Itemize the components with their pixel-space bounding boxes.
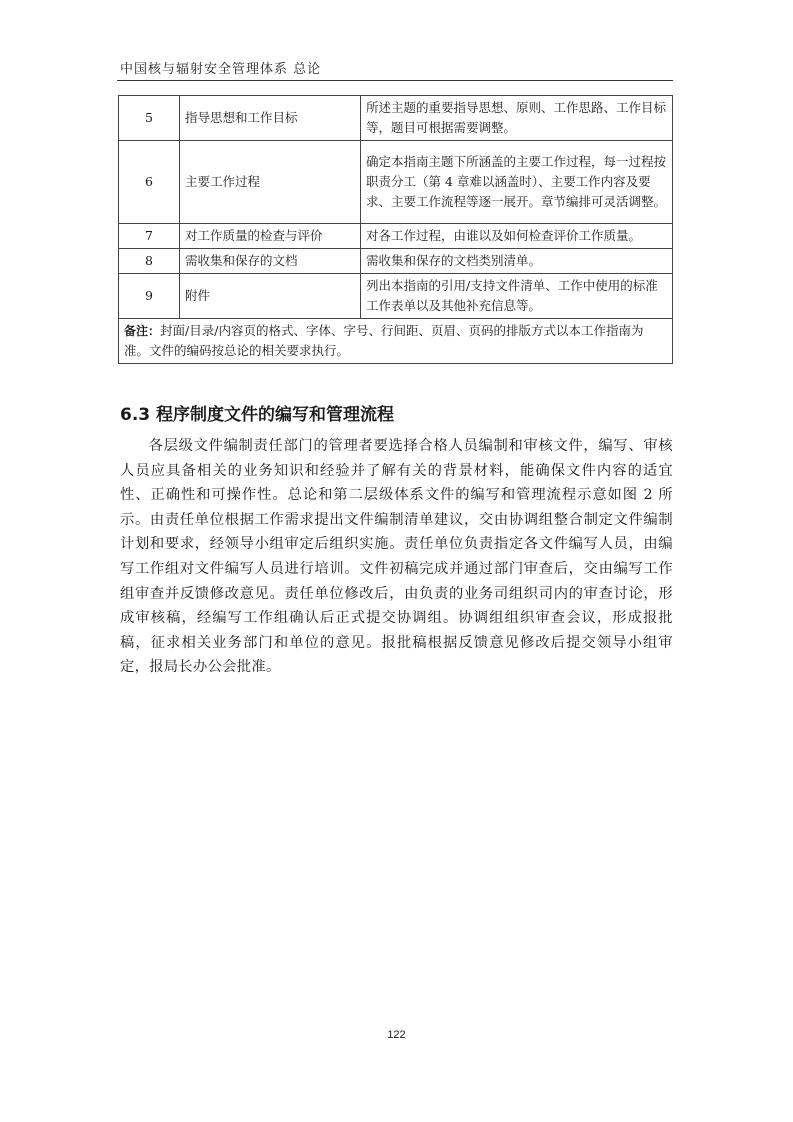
row-description: 需收集和保存的文档类别清单。 [361,249,673,274]
row-number: 8 [119,249,180,274]
table-row [119,96,673,141]
header-divider [117,80,673,81]
running-header: 中国核与辐射安全管理体系 总论 [120,62,322,77]
row-description: 确定本指南主题下所涵盖的主要工作过程，每一过程按职责分工（第 4 章难以涵盖时）、主要工作内容及要求、主要工作流程等逐一展开。章节编排可灵活调整。 [361,141,673,224]
table-note [119,319,673,364]
note-text: 封面/目录/内容页的格式、字体、字号、行间距、页眉、页码的排版方式以本工作指南为准。文件的编码按总论的相关要求执行。 [124,323,644,358]
table-row [119,224,673,249]
row-number: 6 [119,141,180,224]
row-description: 对各工作过程，由谁以及如何检查评价工作质量。 [361,224,673,249]
row-description: 列出本指南的引用/支持文件清单、工作中使用的标准工作表单以及其他补充信息等。 [361,274,673,319]
table-row [119,141,673,224]
page-number: 122 [387,1029,406,1041]
row-number: 7 [119,224,180,249]
table-row [119,249,673,274]
section-paragraph: 各层级文件编制责任部门的管理者要选择合格人员编制和审核文件，编写、审核人员应具备相关的业务知识和经验并了解有关的背景材料，能确保文件内容的适宜性、正确性和可操作性。总论和第二层级体系文件的编写和管理流程示意如图 2 所示。由责任单位根据工作需求提出文件编制清单建议，交由协调组整合制定文件编制计划和要求，经领导小组审定后组织实施。责任单位负责指定各文件编写人员，由编写工作组对文件编写人员进行培训。文件初稿完成并通过部门审查后，交由编写工作组审查并反馈修改意见。责任单位修改后，由负责的业务司组织司内的审查讨论，形成审核稿，经编写工作组确认后正式提交协调组。协调组组织审查会议，形成报批稿，征求相关业务部门和单位的意见。报批稿根据反馈意见修改后提交领导小组审定，报局长办公会批准。 [120,438,673,676]
guide-structure-table [118,95,673,364]
row-item: 附件 [180,274,361,319]
row-item: 对工作质量的检查与评价 [180,224,361,249]
table-note-row [119,319,673,364]
section-heading: 6.3 程序制度文件的编写和管理流程 [120,405,395,425]
row-item: 主要工作过程 [180,141,361,224]
row-item: 指导思想和工作目标 [180,96,361,141]
row-description: 所述主题的重要指导思想、原则、工作思路、工作目标等，题目可根据需要调整。 [361,96,673,141]
row-number: 9 [119,274,180,319]
row-number: 5 [119,96,180,141]
row-item: 需收集和保存的文档 [180,249,361,274]
table-row [119,274,673,319]
note-label: 备注： [124,324,161,338]
